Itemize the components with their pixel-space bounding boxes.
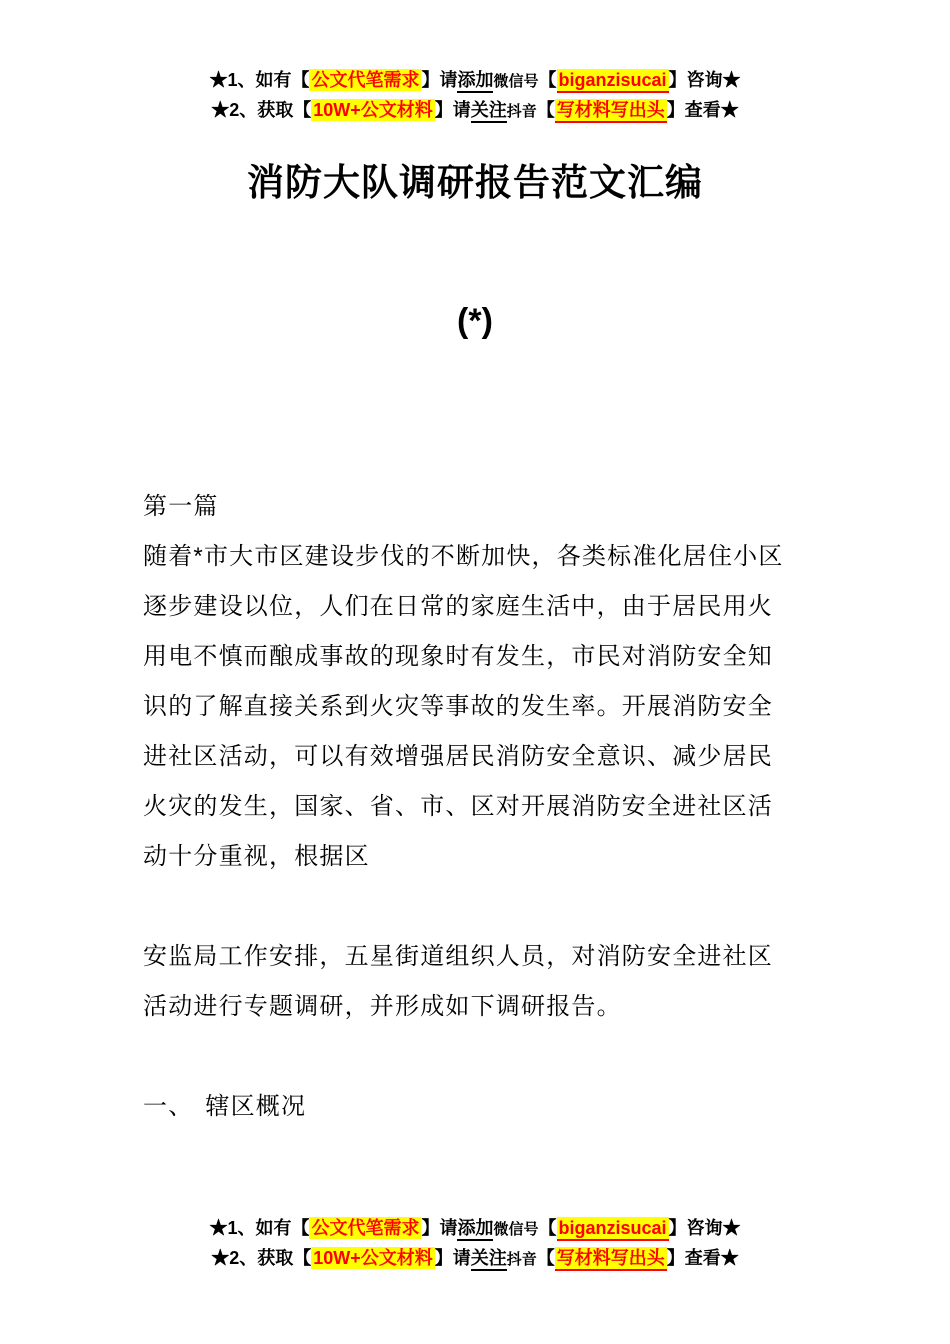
promo-segment: 】请	[421, 70, 458, 90]
promo-segment: 10W+公文材料	[313, 1248, 433, 1268]
paragraph	[143, 532, 840, 882]
promo-segment: 【	[538, 1218, 557, 1238]
promo-line-1	[0, 66, 950, 96]
promo-segment: 【	[536, 100, 555, 120]
promo-segment: 【	[536, 1248, 555, 1268]
text-line: 识的了解直接关系到火灾等事故的发生率。开展消防安全	[143, 693, 773, 720]
promo-segment: 抖音	[506, 103, 537, 120]
promo-segment: 微信号	[493, 1221, 539, 1238]
promo-segment: 】咨询★	[668, 1218, 741, 1238]
paragraph	[143, 482, 840, 532]
promo-segment: 公文代笔需求	[311, 70, 420, 90]
promo-segment: 添加	[457, 1218, 493, 1241]
promo-segment: 关注	[471, 1248, 507, 1271]
promo-line-1	[0, 1214, 950, 1244]
promo-segment: 】请	[434, 1248, 471, 1268]
promo-segment: biganzisucai	[557, 69, 669, 93]
text-line: 火灾的发生，国家、省、市、区对开展消防安全进社区活	[143, 793, 773, 820]
text-line: 逐步建设以位，人们在日常的家庭生活中，由于居民用火	[143, 593, 773, 620]
text-line: 随着*市大市区建设步伐的不断加快，各类标准化居住小区	[143, 543, 784, 570]
promo-segment: 】请	[434, 100, 471, 120]
text-line: 安监局工作安排，五星街道组织人员，对消防安全进社区	[143, 943, 773, 970]
heading-text: 辖区概况	[205, 1093, 307, 1120]
promo-segment: ★2、获取【	[211, 1248, 312, 1268]
text-line: 进社区活动，可以有效增强居民消防安全意识、减少居民	[143, 743, 773, 770]
promo-segment: 关注	[471, 100, 507, 123]
promo-segment: 添加	[457, 70, 493, 93]
page-title: 消防大队调研报告范文汇编	[247, 162, 703, 203]
promo-segment: ★2、获取【	[211, 100, 312, 120]
promo-segment: ★1、如有【	[209, 1218, 310, 1238]
promo-segment: 公文代笔需求	[311, 1218, 420, 1238]
star-subtitle: (*)	[457, 302, 493, 340]
text-line: 用电不慎而酿成事故的现象时有发生，市民对消防安全知	[143, 643, 773, 670]
promo-segment: 】查看★	[666, 1248, 739, 1268]
promo-banner-bottom	[0, 1214, 950, 1274]
promo-segment: biganzisucai	[557, 1217, 669, 1241]
heading-number: 一、	[143, 1093, 194, 1120]
promo-line-2	[0, 1244, 950, 1274]
text-line: 第一篇	[143, 493, 219, 520]
promo-banner-top	[0, 0, 950, 126]
text-line: 动十分重视，根据区	[143, 843, 370, 870]
promo-segment: 】咨询★	[668, 70, 741, 90]
promo-segment: ★1、如有【	[209, 70, 310, 90]
promo-segment: 】查看★	[666, 100, 739, 120]
promo-segment: 【	[538, 70, 557, 90]
promo-segment: 】请	[421, 1218, 458, 1238]
promo-segment: 抖音	[506, 1251, 537, 1268]
section-heading	[143, 1082, 840, 1132]
promo-segment: 写材料写出头	[555, 1247, 667, 1271]
promo-line-2	[0, 96, 950, 126]
text-line: 活动进行专题调研，并形成如下调研报告。	[143, 993, 622, 1020]
promo-segment: 写材料写出头	[555, 99, 667, 123]
document-body	[143, 482, 840, 1132]
promo-segment: 10W+公文材料	[313, 100, 433, 120]
promo-segment: 微信号	[493, 73, 539, 90]
paragraph	[143, 932, 840, 1032]
